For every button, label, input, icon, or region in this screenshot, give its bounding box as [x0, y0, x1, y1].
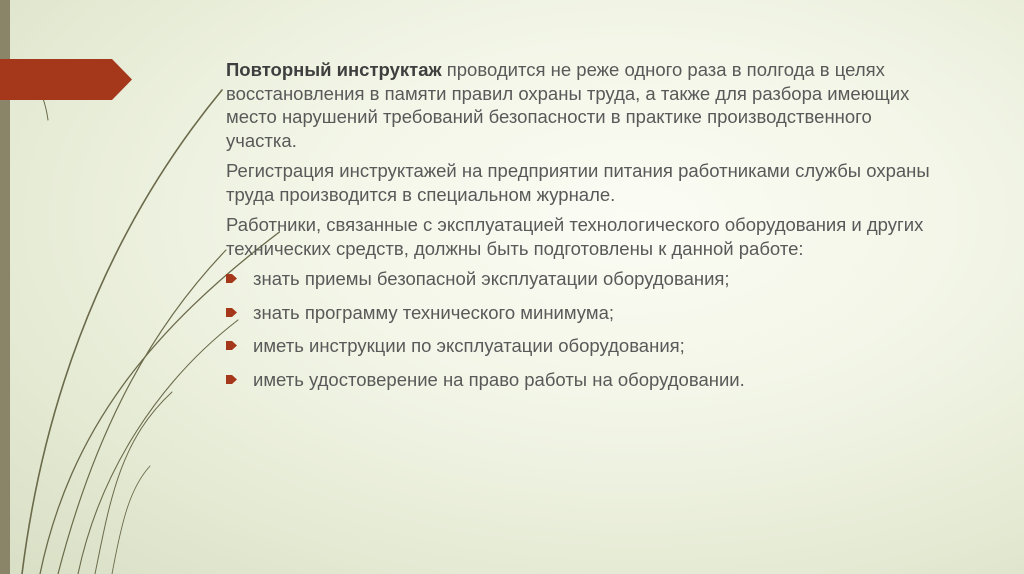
- arrow-right-bullet-icon: [226, 375, 237, 384]
- arrow-right-bullet-icon: [226, 308, 237, 317]
- paragraph-repeat-briefing-text: проводится не реже одного раза в полгода в целях восстановления в памяти правил охраны труда, а также для разбора имеющих место нарушений требований безопасности в практике производственного участка.: [226, 59, 910, 151]
- list-item-text: знать программу технического минимума;: [253, 301, 614, 323]
- list-item: [226, 301, 946, 325]
- list-item-text: иметь инструкции по эксплуатации оборудования;: [253, 335, 685, 356]
- list-item: [226, 267, 946, 291]
- paragraph-workers: Работники, связанные с эксплуатацией технологического оборудования и других технических средств, должны быть подготовлены к данной работе:: [226, 214, 924, 259]
- slide-body: [226, 58, 946, 401]
- list-item-text: знать приемы безопасной эксплуатации оборудования;: [253, 268, 730, 289]
- title-accent-tab: [0, 59, 132, 100]
- requirements-list: [226, 267, 946, 391]
- arrow-right-bullet-icon: [226, 274, 237, 283]
- term-repeat-briefing: Повторный инструктаж: [226, 59, 442, 80]
- paragraph-registration: Регистрация инструктажей на предприятии питания работниками службы охраны труда производится в специальном журнале.: [226, 160, 930, 205]
- list-item-text: иметь удостоверение на право работы на оборудовании.: [253, 368, 745, 390]
- list-item: [226, 334, 946, 358]
- paragraph-repeat-briefing: [226, 58, 946, 152]
- arrow-right-bullet-icon: [226, 341, 237, 350]
- list-item: [226, 368, 946, 392]
